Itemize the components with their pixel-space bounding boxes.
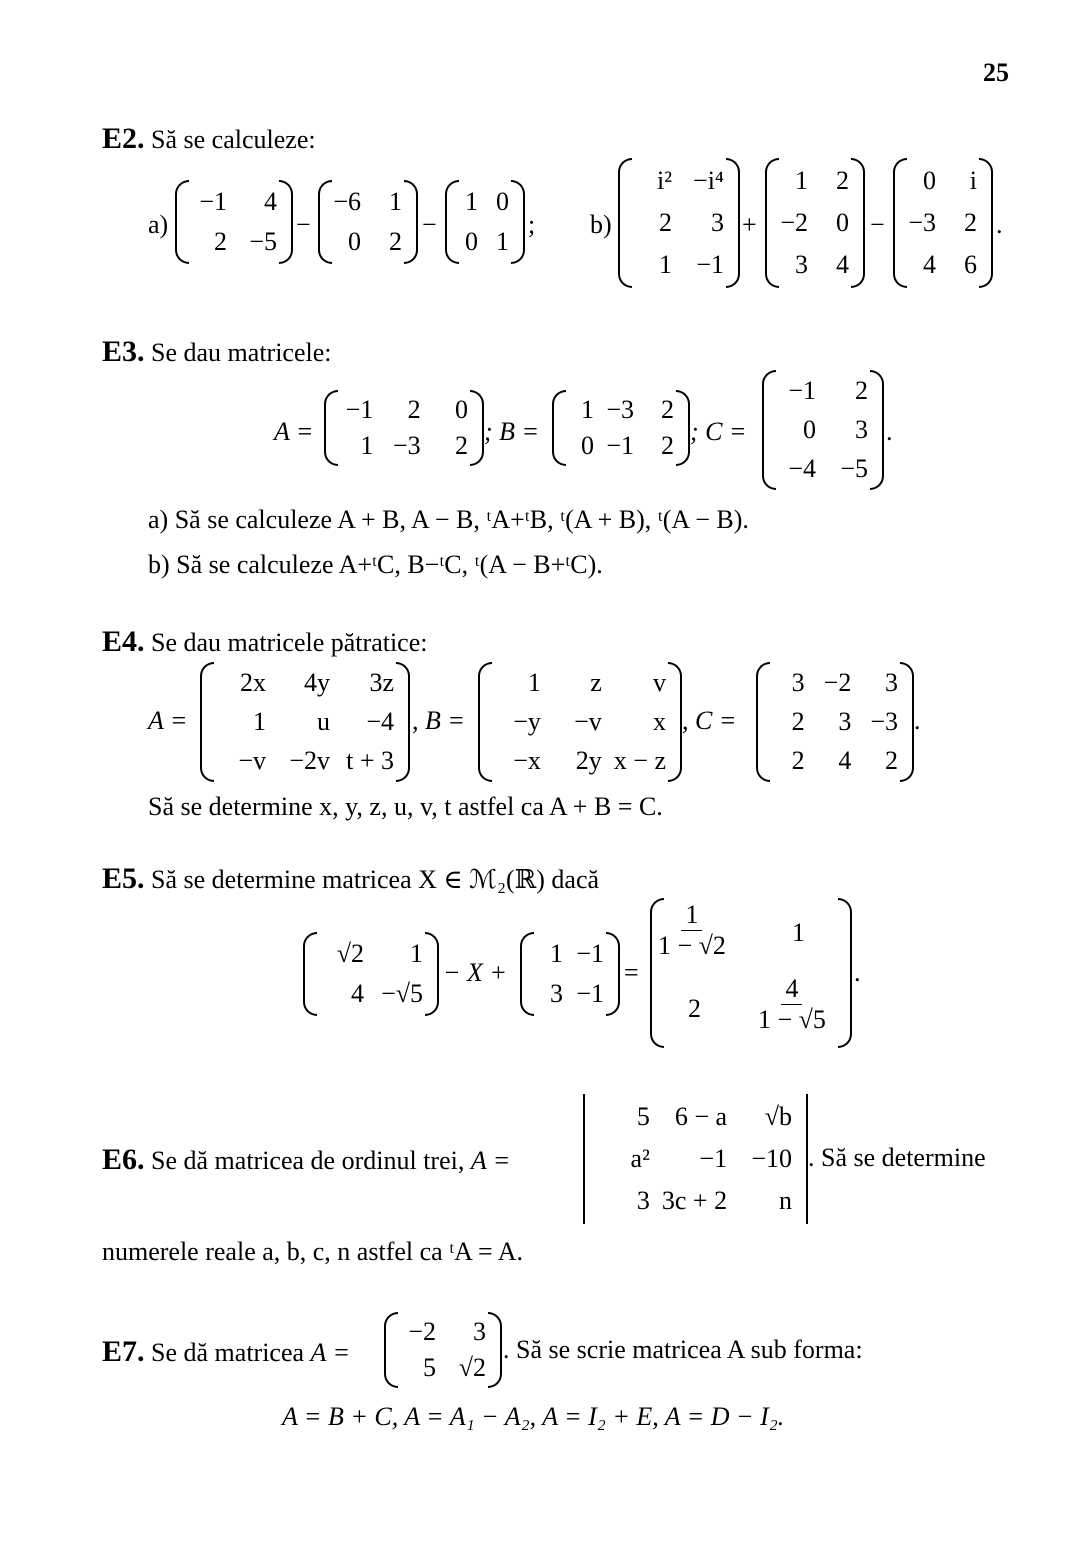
e4-matrix-b	[478, 662, 682, 782]
e4-matrix-c	[756, 662, 914, 782]
e2-a-matrix-1	[175, 180, 293, 264]
a-equals: A =	[148, 706, 188, 735]
matrix-cell: −4	[788, 453, 816, 483]
matrix-cell: −2	[408, 1317, 436, 1346]
matrix-cell: a²	[630, 1144, 650, 1173]
matrix-cell: v	[653, 668, 666, 698]
matrix-cell: i²	[656, 166, 672, 195]
matrix-cell: 3	[791, 668, 805, 698]
matrix-cell: 1	[581, 395, 594, 424]
matrix-cell: i	[969, 166, 977, 195]
e3-line-b: b) Să se calculeze A+ᵗC, B−ᵗC, ᵗ(A − B+ᵗC).	[148, 550, 603, 579]
e7-heading	[102, 1335, 350, 1369]
matrix-cell: x	[653, 706, 666, 736]
matrix-cell: −1	[345, 395, 374, 424]
matrix-cell: −v	[574, 706, 602, 736]
matrix-cell: −v	[238, 745, 266, 775]
matrix-cell: 5	[636, 1102, 650, 1131]
period: .	[996, 210, 1003, 239]
minus-sign: −	[422, 210, 437, 239]
matrix-cell: 2	[885, 745, 898, 775]
a-equals: A =	[470, 1146, 511, 1175]
e5-matrix-3	[650, 898, 852, 1048]
e3-matrix-b	[552, 390, 690, 466]
matrix-cell: −1	[606, 431, 634, 460]
e2-b-label: b)	[590, 210, 612, 239]
matrix-cell: 2	[407, 395, 421, 424]
matrix-cell: x − z	[613, 745, 666, 775]
matrix-cell: 2	[964, 208, 977, 237]
matrix-cell: 1	[410, 939, 423, 968]
e5-text: Să se determine matricea X ∈ ℳ₂(ℝ) dacă	[151, 865, 600, 894]
e4-heading	[102, 625, 427, 659]
matrix-cell: 2	[791, 706, 805, 736]
e2-b-matrix-2	[765, 158, 865, 288]
matrix-cell: 0	[454, 395, 468, 424]
e6-heading	[102, 1143, 510, 1177]
e3-matrix-a	[324, 390, 484, 466]
e5-matrix-1	[303, 932, 439, 1016]
e5-heading	[102, 862, 599, 896]
matrix-cell: −2v	[289, 745, 330, 775]
matrix-cell: 0	[465, 227, 478, 256]
e7-line2: A = B + C, A = A₁ − A₂, A = I₂ + E, A = D − I₂.	[282, 1402, 785, 1431]
matrix-cell: 1	[795, 166, 808, 195]
matrix-cell: 1	[550, 939, 563, 968]
matrix-cell: 3	[473, 1317, 486, 1346]
e3-text: Se dau matricele:	[151, 338, 332, 367]
matrix-cell: 0	[348, 227, 361, 256]
e2-label: E2.	[102, 122, 145, 155]
e5-matrix-2	[520, 932, 620, 1016]
equals-sign: =	[624, 958, 639, 987]
matrix-cell: 2	[214, 227, 227, 256]
matrix-cell: 3	[636, 1186, 650, 1215]
matrix-cell: 4y	[304, 668, 330, 698]
e5-label: E5.	[102, 862, 145, 895]
b-equals: , B =	[412, 706, 465, 735]
matrix-cell: −10	[751, 1144, 792, 1173]
fraction-numerator: 4	[781, 974, 802, 1005]
matrix-cell: 1	[496, 227, 509, 256]
matrix-cell: 2	[791, 745, 805, 775]
matrix-cell: 3	[838, 706, 852, 736]
c-equals: ; C =	[690, 417, 747, 446]
e2-a-label: a)	[148, 210, 169, 239]
e2-a-matrix-2	[318, 180, 418, 264]
matrix-cell: −2	[780, 208, 808, 237]
period: .	[914, 706, 921, 735]
matrix-cell: −3	[392, 431, 421, 460]
matrix-cell: 0	[836, 208, 849, 237]
matrix-cell: 0	[581, 431, 594, 460]
minus-x-plus: − X +	[443, 958, 507, 987]
matrix-cell: 6 − a	[674, 1102, 728, 1131]
e7-matrix-a	[384, 1312, 502, 1388]
matrix-cell: 1	[527, 668, 541, 698]
matrix-cell: 2	[836, 166, 849, 195]
matrix-cell: 0	[496, 187, 509, 216]
fraction-denominator: 1 − √2	[658, 931, 726, 960]
matrix-cell: −1	[576, 939, 604, 968]
period: .	[854, 958, 861, 987]
e5-fraction-1	[658, 900, 726, 961]
matrix-cell: √b	[764, 1102, 792, 1131]
matrix-cell: −3	[908, 208, 936, 237]
matrix-cell: 2	[855, 376, 868, 406]
matrix-cell: √2	[458, 1353, 486, 1382]
matrix-cell: 3	[550, 979, 563, 1008]
e3-matrix-c	[762, 370, 884, 490]
e6-matrix-a	[583, 1094, 808, 1224]
a-equals: A =	[310, 1338, 351, 1367]
matrix-cell: 4	[836, 250, 849, 279]
matrix-cell: 1	[659, 250, 672, 279]
matrix-cell: −2	[823, 668, 852, 698]
e2-text: Să se calculeze:	[151, 125, 316, 154]
matrix-cell: 4	[264, 187, 277, 216]
matrix-cell: 4	[351, 979, 364, 1008]
matrix-cell: u	[317, 706, 330, 736]
matrix-cell: 3c + 2	[661, 1186, 728, 1215]
matrix-cell: 1	[465, 187, 478, 216]
matrix-cell: 1	[792, 918, 805, 947]
matrix-cell: 0	[923, 166, 936, 195]
matrix-cell: −5	[249, 227, 277, 256]
plus-sign: +	[742, 210, 757, 239]
e3-label: E3.	[102, 335, 145, 368]
matrix-cell: 4	[923, 250, 936, 279]
e7-label: E7.	[102, 1335, 145, 1368]
matrix-cell: 3	[711, 208, 724, 237]
matrix-cell: −1	[199, 187, 227, 216]
matrix-cell: 2y	[575, 745, 602, 775]
a-equals: A =	[274, 417, 314, 446]
e4-text: Se dau matricele pătratice:	[151, 628, 428, 657]
matrix-cell: 0	[803, 414, 816, 444]
e2-b-matrix-3	[893, 158, 993, 288]
matrix-cell: −x	[513, 745, 541, 775]
matrix-cell: 2	[661, 431, 674, 460]
minus-sign: −	[296, 210, 311, 239]
page-number: 25	[983, 58, 1009, 87]
matrix-cell: √2	[336, 939, 364, 968]
matrix-cell: −3	[606, 395, 634, 424]
matrix-cell: 2	[389, 227, 402, 256]
b-equals: ; B =	[484, 417, 540, 446]
e4-line: Să se determine x, y, z, u, v, t astfel ca A + B = C.	[148, 792, 663, 821]
c-equals: , C =	[682, 706, 737, 735]
e5-fraction-2	[758, 974, 826, 1035]
matrix-cell: −4	[366, 706, 394, 736]
matrix-cell: 1	[360, 431, 374, 460]
matrix-cell: −y	[513, 706, 541, 736]
matrix-cell: −3	[870, 706, 898, 736]
fraction-denominator: 1 − √5	[758, 1005, 826, 1034]
e3-line-a: a) Să se calculeze A + B, A − B, ᵗA+ᵗB, ᵗ(A + B), ᵗ(A − B).	[148, 505, 749, 534]
matrix-cell: −√5	[381, 979, 423, 1008]
matrix-cell: −1	[788, 376, 816, 406]
matrix-cell: 2	[454, 431, 468, 460]
e7-text-after: . Să se scrie matricea A sub forma:	[503, 1335, 863, 1364]
matrix-cell: −1	[576, 979, 604, 1008]
period: .	[886, 417, 893, 446]
matrix-cell: 2	[661, 395, 674, 424]
e2-heading	[102, 122, 316, 156]
matrix-cell: 3	[855, 414, 868, 444]
matrix-cell: 3	[885, 668, 898, 698]
matrix-cell: 2x	[240, 668, 266, 698]
minus-sign: −	[870, 210, 885, 239]
e6-line2: numerele reale a, b, c, n astfel ca ᵗA = A.	[102, 1237, 524, 1266]
e3-heading	[102, 335, 332, 369]
matrix-cell: z	[590, 668, 602, 698]
matrix-cell: −1	[696, 250, 724, 279]
matrix-cell: 2	[688, 994, 701, 1023]
matrix-cell: −5	[840, 453, 868, 483]
e6-text-before: Se dă matricea de ordinul trei,	[151, 1146, 465, 1175]
matrix-cell: −1	[699, 1144, 728, 1173]
matrix-cell: −i⁴	[693, 166, 724, 195]
e2-a-matrix-3	[445, 180, 525, 264]
e6-text-after: . Să se determine	[808, 1143, 986, 1172]
matrix-cell: 5	[423, 1353, 436, 1382]
matrix-cell: n	[779, 1186, 792, 1215]
e4-matrix-a	[200, 662, 410, 782]
semicolon: ;	[528, 210, 536, 239]
matrix-cell: 4	[838, 745, 852, 775]
matrix-cell: 2	[659, 208, 672, 237]
matrix-cell: 6	[964, 250, 977, 279]
matrix-cell: t + 3	[346, 745, 394, 775]
matrix-cell: 1	[389, 187, 402, 216]
matrix-cell: 1	[253, 706, 266, 736]
fraction-numerator: 1	[681, 900, 702, 931]
matrix-cell: −6	[333, 187, 361, 216]
matrix-cell: 3	[795, 250, 808, 279]
e2-b-matrix-1	[618, 158, 740, 288]
matrix-cell: 3z	[369, 668, 394, 698]
e4-label: E4.	[102, 625, 145, 658]
e6-label: E6.	[102, 1143, 145, 1176]
e7-text-before: Se dă matricea	[151, 1338, 305, 1367]
